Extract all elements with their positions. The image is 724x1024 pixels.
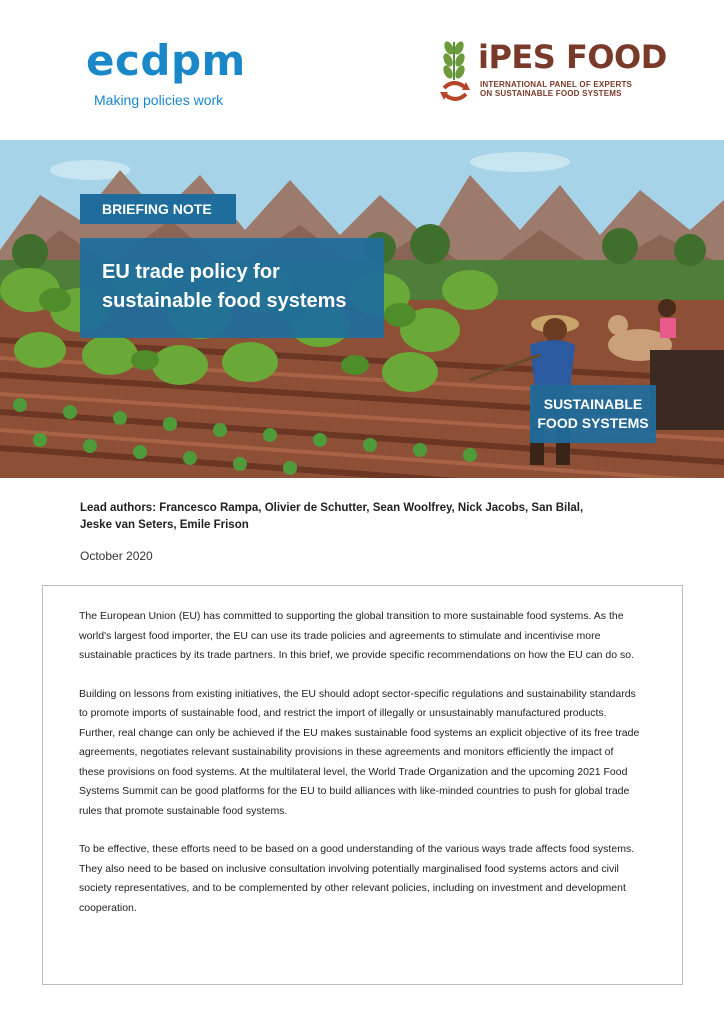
ipes-subtitle-line1: INTERNATIONAL PANEL OF EXPERTS xyxy=(480,80,633,89)
wheat-icon xyxy=(438,36,474,106)
theme-line-1: SUSTAINABLE xyxy=(543,396,643,412)
ecdpm-logo: ecdpm xyxy=(86,36,246,85)
ipes-food-logo xyxy=(438,36,668,106)
summary-paragraph-2: Building on lessons from existing initiatives, the EU should adopt sector-specific regulations and sustainability standards to promote imports of sustainable food, and restrict the import of illegally or unsustainably manufactured products. Further, real change can only be achieved if the EU makes sustainable food systems an explicit objective of its free trade agreements, negotiates relevant sustainability provisions in these agreements and monitors efficiently the impact of these provisions on food systems. At the multilateral level, the World Trade Organization and the upcoming 2021 Food Systems Summit can be good platforms for the EU to build alliances with like-minded countries to push for global trade rules that promote sustainable food systems. xyxy=(79,687,640,817)
page-header xyxy=(0,0,724,140)
ipes-food-name: iPES FOOD xyxy=(478,38,667,76)
ipes-subtitle-line2: ON SUSTAINABLE FOOD SYSTEMS xyxy=(480,89,622,98)
lead-authors xyxy=(80,500,640,534)
summary-paragraph-1: The European Union (EU) has committed to supporting the global transition to more sustainable food systems. As the world's largest food importer, the EU can use its trade policies and agreements to stimulate and incentivise more sustainable practices by its trade partners. In this brief, we provide specific recommendations on how the EU can do so. xyxy=(79,610,635,661)
ipes-food-subtitle xyxy=(480,80,632,98)
briefing-note-tag: BRIEFING NOTE xyxy=(80,194,236,224)
theme-line-2: FOOD SYSTEMS xyxy=(537,415,649,431)
title-line-1: EU trade policy for xyxy=(102,261,280,283)
ecdpm-tagline: Making policies work xyxy=(94,92,224,108)
authors-line-2: Jeske van Seters, Emile Frison xyxy=(80,519,249,531)
title-line-2: sustainable food systems xyxy=(102,290,347,312)
authors-line-1: Lead authors: Francesco Rampa, Olivier de Schutter, Sean Woolfrey, Nick Jacobs, San Bilal, xyxy=(80,502,584,514)
sustainable-food-systems-tag xyxy=(530,385,656,443)
summary-paragraph-3: To be effective, these efforts need to be based on a good understanding of the various ways trade affects food systems. They also need to be based on inclusive consultation involving potentially marginalised food systems actors and civil society representatives, and to be complemented by other relevant policies, including on investment and development cooperation. xyxy=(79,843,635,914)
publication-date: October 2020 xyxy=(80,549,153,563)
summary-box xyxy=(42,585,683,985)
document-title xyxy=(80,238,384,338)
